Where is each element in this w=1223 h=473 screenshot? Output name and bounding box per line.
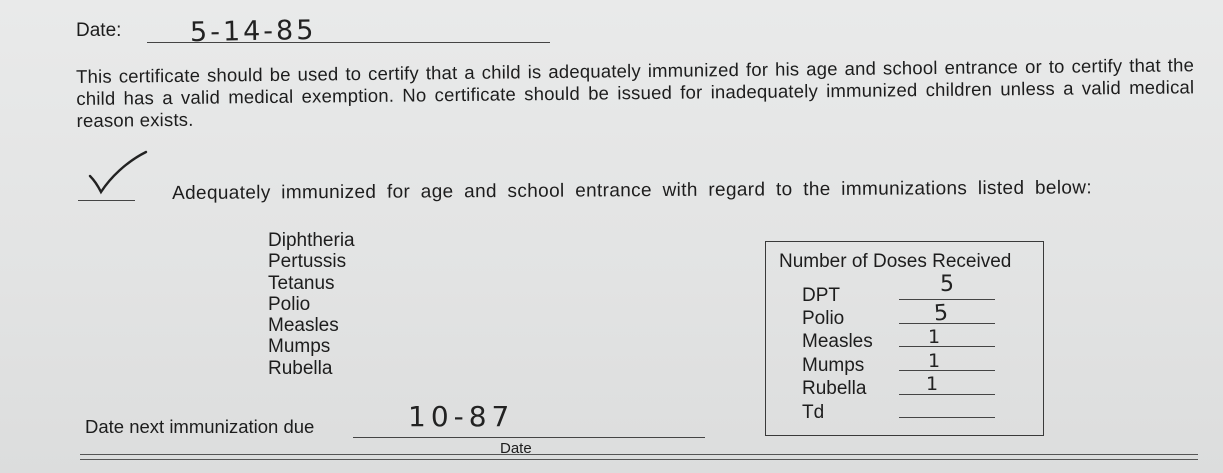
vaccine-item: Tetanus — [268, 272, 335, 294]
dose-value-mumps: 1 — [928, 350, 941, 372]
dose-name-polio: Polio — [802, 308, 845, 329]
dose-value-rubella: 1 — [926, 373, 939, 395]
instructions-paragraph — [76, 54, 1195, 132]
checkmark-icon — [86, 148, 154, 198]
dose-value-measles: 1 — [928, 326, 941, 348]
next-due-value: 10-87 — [408, 400, 515, 433]
dose-line-rubella — [899, 394, 995, 395]
dose-name-dpt: DPT — [802, 285, 840, 306]
dose-line-measles — [899, 346, 995, 347]
date-value: 5-14-85 — [189, 14, 317, 49]
next-due-underline — [353, 437, 705, 438]
instructions-text: This certificate should be used to certify that a child is adequately immunized for his age and school entrance or to certify that the child has a valid medical exemption. No certificate should be issued for inadequately immunized children unless a valid medical reason exists. — [76, 54, 1195, 131]
vaccine-list — [268, 230, 355, 379]
bottom-rule-2 — [80, 459, 1198, 460]
vaccine-item: Diphtheria — [268, 230, 355, 251]
dose-value-polio: 5 — [933, 300, 949, 327]
adequate-statement: Adequately immunized for age and school entrance with regard to the immunizations listed below: — [172, 177, 1093, 204]
dose-name-td: Td — [802, 402, 825, 423]
dose-line-mumps — [899, 370, 995, 371]
checkmark — [86, 148, 154, 198]
next-due-caption: Date — [500, 440, 532, 457]
vaccine-item: Measles — [268, 315, 339, 337]
bottom-rule-1 — [80, 454, 1198, 455]
vaccine-item: Pertussis — [268, 251, 347, 273]
date-underline — [147, 42, 550, 43]
dose-value-dpt: 5 — [940, 272, 954, 297]
check-line — [78, 200, 135, 201]
next-due-label: Date next immunization due — [85, 416, 315, 437]
vaccine-item: Rubella — [268, 357, 333, 379]
dose-name-rubella: Rubella — [802, 378, 867, 399]
vaccine-item: Mumps — [268, 336, 331, 358]
dose-name-mumps: Mumps — [802, 355, 865, 376]
date-label: Date: — [76, 20, 122, 41]
vaccine-item: Polio — [268, 293, 311, 315]
dose-name-measles: Measles — [802, 331, 873, 352]
doses-title: Number of Doses Received — [779, 251, 1012, 272]
dose-line-td — [899, 417, 995, 418]
